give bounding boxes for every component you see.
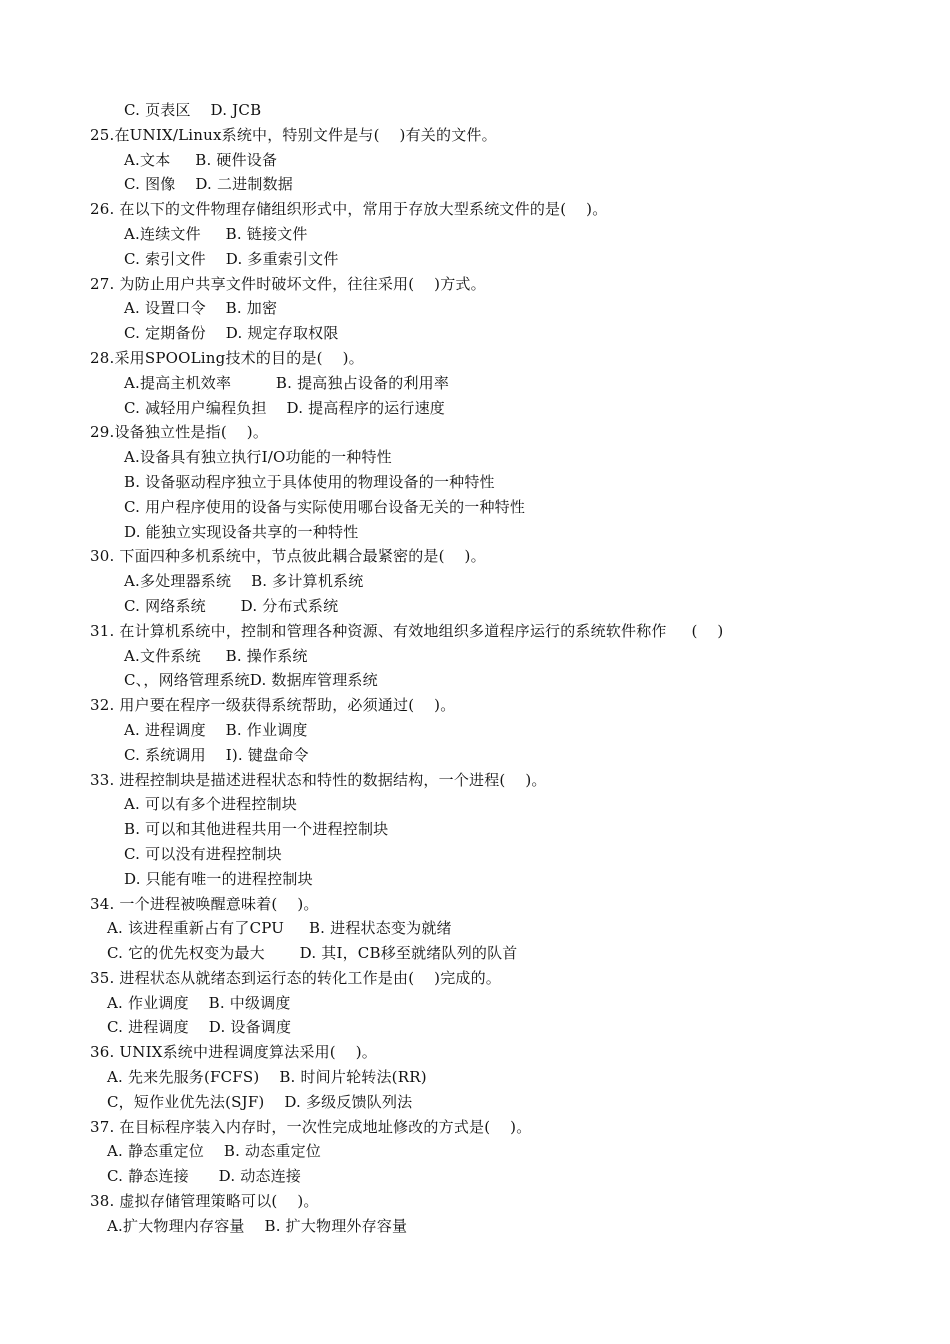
option-line: C. 静态连接 D. 动态连接 bbox=[107, 1167, 302, 1186]
option-line: A. 静态重定位 B. 动态重定位 bbox=[107, 1142, 322, 1161]
question-line: 32. 用户要在程序一级获得系统帮助，必须通过( )。 bbox=[90, 696, 456, 715]
option-line: A.文件系统 B. 操作系统 bbox=[124, 646, 308, 665]
option-line: B. 设备驱动程序独立于具体使用的物理设备的一种特性 bbox=[124, 472, 495, 491]
question-line: 27. 为防止用户共享文件时破坏文件，往往采用( )方式。 bbox=[90, 274, 486, 293]
question-line: 37. 在目标程序装入内存时，一次性完成地址修改的方式是( )。 bbox=[90, 1117, 532, 1136]
option-line: A. 该进程重新占有了CPU B. 进程状态变为就绪 bbox=[107, 919, 452, 938]
question-line: 36. UNIX系统中进程调度算法采用( )。 bbox=[90, 1043, 377, 1062]
option-line: C. 网络系统 D. 分布式系统 bbox=[124, 596, 339, 615]
option-line: C. 定期备份 D. 规定存取权限 bbox=[124, 324, 339, 343]
option-line: C. 图像 D. 二进制数据 bbox=[124, 175, 293, 194]
option-line: C，短作业优先法(SJF) D. 多级反馈队列法 bbox=[107, 1092, 413, 1111]
option-line: A.连续文件 B. 链接文件 bbox=[124, 224, 308, 243]
question-line: 35. 进程状态从就绪态到运行态的转化工作是由( )完成的。 bbox=[90, 968, 502, 987]
question-line: 26. 在以下的文件物理存储组织形式中，常用于存放大型系统文件的是( )。 bbox=[90, 200, 608, 219]
option-line: A. 设置口令 B. 加密 bbox=[124, 299, 278, 318]
option-line: A. 先来先服务(FCFS) B. 时间片轮转法(RR) bbox=[107, 1068, 427, 1087]
document-page bbox=[0, 98, 950, 1239]
option-line: C. 可以没有进程控制块 bbox=[124, 844, 282, 863]
option-line: C. 进程调度 D. 设备调度 bbox=[107, 1018, 292, 1037]
option-line: A.多处理器系统 B. 多计算机系统 bbox=[124, 572, 364, 591]
option-line: C. 系统调用 I). 键盘命令 bbox=[124, 745, 309, 764]
question-line: 38. 虚拟存储管理策略可以( )。 bbox=[90, 1192, 319, 1211]
option-line: A.设备具有独立执行I/O功能的一种特性 bbox=[124, 448, 392, 467]
option-line: C. 减轻用户编程负担 D. 提高程序的运行速度 bbox=[124, 398, 445, 417]
question-line: 31. 在计算机系统中，控制和管理各种资源、有效地组织多道程序运行的系统软件称作 ( ) bbox=[90, 621, 724, 640]
question-line: 28.采用SPOOLing技术的目的是( )。 bbox=[90, 348, 364, 367]
option-line: D. 能独立实现设备共享的一种特性 bbox=[124, 522, 359, 541]
option-line: C、，网络管理系统D. 数据库管理系统 bbox=[124, 671, 378, 690]
option-line: C. 用户程序使用的设备与实际使用哪台设备无关的一种特性 bbox=[124, 497, 526, 516]
option-line: B. 可以和其他进程共用一个进程控制块 bbox=[124, 820, 389, 839]
option-line: C. 它的优先权变为最大 D. 其I，CB移至就绪队列的队首 bbox=[107, 944, 518, 963]
option-line: A.提高主机效率 B. 提高独占设备的利用率 bbox=[124, 373, 450, 392]
question-line: 33. 进程控制块是描述进程状态和特性的数据结构，一个进程( )。 bbox=[90, 770, 547, 789]
question-line: 30. 下面四种多机系统中，节点彼此耦合最紧密的是( )。 bbox=[90, 547, 486, 566]
option-line: A. 作业调度 B. 中级调度 bbox=[107, 993, 291, 1012]
option-line: C. 索引文件 D. 多重索引文件 bbox=[124, 249, 339, 268]
option-line: A. 进程调度 B. 作业调度 bbox=[124, 720, 308, 739]
question-line: 34. 一个进程被唤醒意味着( )。 bbox=[90, 894, 319, 913]
option-line: A.文本 B. 硬件设备 bbox=[124, 150, 278, 169]
option-line: A.扩大物理内存容量 B. 扩大物理外存容量 bbox=[107, 1216, 408, 1235]
option-line: A. 可以有多个进程控制块 bbox=[124, 795, 297, 814]
question-line: 29.设备独立性是指( )。 bbox=[90, 423, 269, 442]
question-line: 25.在UNIX/Linux系统中，特别文件是与( )有关的文件。 bbox=[90, 125, 497, 144]
option-line: C. 页表区 D. JCB bbox=[124, 101, 262, 119]
option-line: D. 只能有唯一的进程控制块 bbox=[124, 869, 313, 888]
